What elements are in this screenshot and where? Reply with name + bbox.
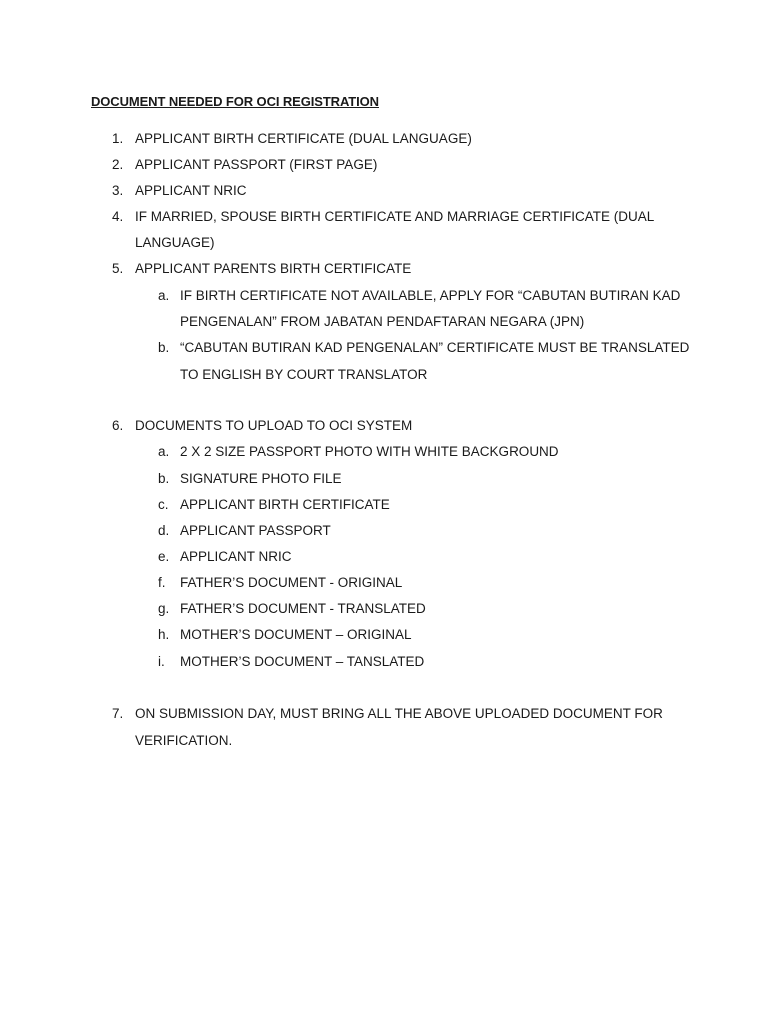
item-text: ON SUBMISSION DAY, MUST BRING ALL THE ABOVE UPLOADED DOCUMENT FOR <box>135 706 663 721</box>
sub-item-letter: a. <box>158 444 170 459</box>
item-number: 3. <box>112 183 124 198</box>
item-number: 4. <box>112 209 124 224</box>
sub-item-text: MOTHER’S DOCUMENT – TANSLATED <box>180 654 425 669</box>
sub-item-text: APPLICANT BIRTH CERTIFICATE <box>180 497 390 512</box>
sub-item-letter: h. <box>158 627 170 642</box>
item-text: APPLICANT NRIC <box>135 183 247 198</box>
item-text: APPLICANT PASSPORT (FIRST PAGE) <box>135 157 378 172</box>
sub-item-text: 2 X 2 SIZE PASSPORT PHOTO WITH WHITE BACKGROUND <box>180 444 559 459</box>
item-text: APPLICANT PARENTS BIRTH CERTIFICATE <box>135 261 412 276</box>
sub-item-letter: b. <box>158 340 170 355</box>
sub-item-text: FATHER’S DOCUMENT - ORIGINAL <box>180 575 403 590</box>
sub-item-text: “CABUTAN BUTIRAN KAD PENGENALAN” CERTIFICATE MUST BE TRANSLATED <box>180 340 690 355</box>
sub-item-letter: a. <box>158 288 170 303</box>
sub-item-letter: e. <box>158 549 170 564</box>
item-number: 7. <box>112 706 124 721</box>
item-text-continued: LANGUAGE) <box>135 235 215 250</box>
item-text-continued: VERIFICATION. <box>135 733 233 748</box>
sub-item-text: SIGNATURE PHOTO FILE <box>180 471 342 486</box>
sub-item-letter: i. <box>158 654 165 669</box>
item-text: IF MARRIED, SPOUSE BIRTH CERTIFICATE AND MARRIAGE CERTIFICATE (DUAL <box>135 209 655 224</box>
sub-item-letter: g. <box>158 601 170 616</box>
sub-item-letter: c. <box>158 497 169 512</box>
sub-item-text-continued: TO ENGLISH BY COURT TRANSLATOR <box>180 367 428 382</box>
item-text: DOCUMENTS TO UPLOAD TO OCI SYSTEM <box>135 418 413 433</box>
sub-item-text-continued: PENGENALAN” FROM JABATAN PENDAFTARAN NEGARA (JPN) <box>180 314 585 329</box>
item-number: 2. <box>112 157 124 172</box>
item-text: APPLICANT BIRTH CERTIFICATE (DUAL LANGUAGE) <box>135 131 472 146</box>
item-number: 5. <box>112 261 124 276</box>
sub-item-text: APPLICANT NRIC <box>180 549 292 564</box>
sub-item-text: APPLICANT PASSPORT <box>180 523 331 538</box>
sub-item-text: FATHER’S DOCUMENT - TRANSLATED <box>180 601 426 616</box>
sub-item-text: MOTHER’S DOCUMENT – ORIGINAL <box>180 627 412 642</box>
item-number: 1. <box>112 131 124 146</box>
sub-item-letter: b. <box>158 471 170 486</box>
sub-item-text: IF BIRTH CERTIFICATE NOT AVAILABLE, APPLY FOR “CABUTAN BUTIRAN KAD <box>180 288 681 303</box>
sub-item-letter: d. <box>158 523 170 538</box>
document-title: DOCUMENT NEEDED FOR OCI REGISTRATION <box>91 94 379 109</box>
sub-item-letter: f. <box>158 575 166 590</box>
item-number: 6. <box>112 418 124 433</box>
